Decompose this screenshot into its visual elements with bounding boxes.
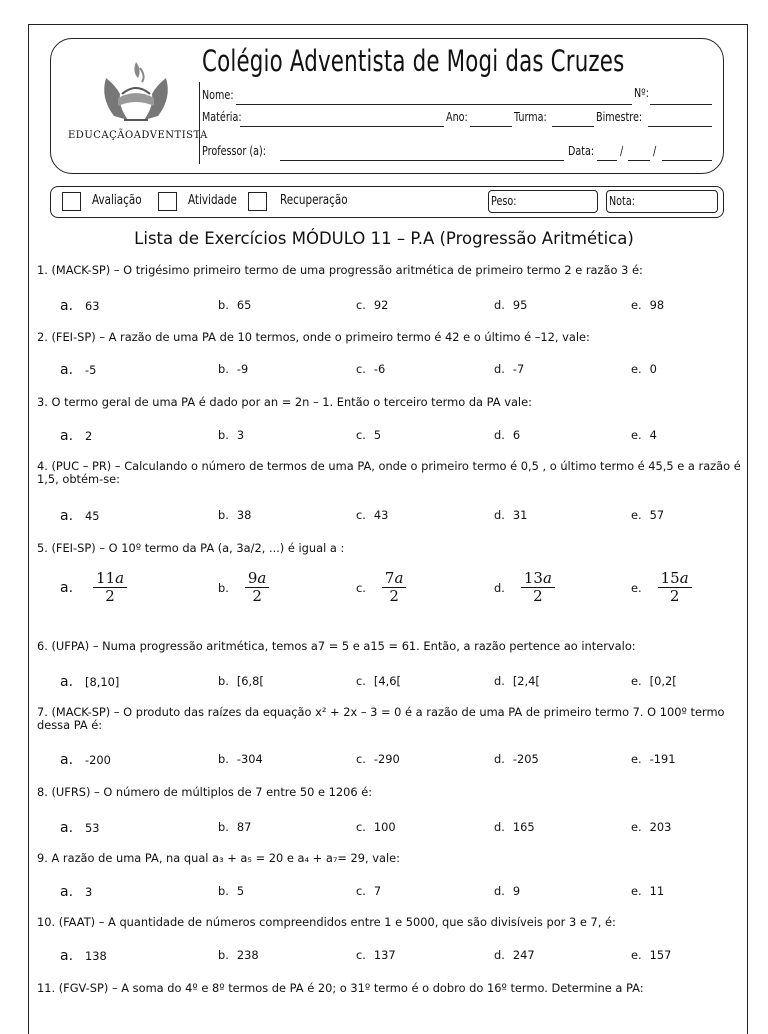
option-letter: d. [494, 580, 505, 595]
question-text: 1. (MACK-SP) – O trigésimo primeiro termo de uma progressão aritmética de primeiro termo 2 e razão 3 é: [37, 263, 643, 277]
option-value: 247 [512, 948, 535, 962]
question-text: 6. (UFPA) – Numa progressão aritmética, temos a7 = 5 e a15 = 61. Então, a razão pertence ao intervalo: [37, 639, 636, 653]
option-letter: a. [60, 948, 74, 964]
option-value: 2 [85, 429, 93, 443]
option-letter: c. [356, 298, 366, 312]
answer-option-b [218, 674, 264, 688]
answer-option-c [356, 298, 388, 312]
logo-text: EDUCAÇÃOADVENTISTA [68, 130, 208, 141]
option-letter: c. [356, 428, 366, 442]
option-value: 6 [512, 428, 521, 442]
question-text: 4. (PUC – PR) – Calculando o número de termos de uma PA, onde o primeiro termo é 0,5 , o último termo é 45,5 e a razão é 1,5, obtém-se: [37, 459, 741, 486]
option-letter: a. [60, 884, 74, 900]
answer-option-e [631, 362, 657, 376]
question-text: 8. (UFRS) – O número de múltiplos de 7 entre 50 e 1206 é: [37, 785, 373, 799]
option-value: -290 [373, 752, 400, 766]
option-value: 4 [649, 428, 657, 442]
page-frame [28, 24, 748, 1034]
option-value: 0 [649, 362, 657, 376]
answer-option-e [631, 570, 692, 605]
option-letter: d. [494, 948, 505, 962]
option-letter: d. [494, 428, 505, 442]
answer-option-d [494, 752, 539, 766]
option-value: 57 [649, 508, 665, 522]
option-value: [2,4[ [512, 674, 540, 688]
option-letter: a. [60, 508, 74, 524]
fraction-value [382, 570, 407, 605]
avaliacao-checkbox[interactable] [62, 192, 81, 211]
option-value: 63 [85, 299, 100, 313]
option-value: 38 [236, 508, 252, 522]
answer-option-e [631, 948, 671, 962]
option-value: 3 [85, 885, 93, 899]
option-letter: c. [356, 362, 366, 376]
option-letter: b. [218, 428, 229, 442]
option-letter: a. [60, 579, 74, 596]
fraction-denominator: 2 [105, 587, 115, 605]
option-value: -6 [373, 362, 386, 376]
answer-option-d [494, 298, 527, 312]
option-letter: b. [218, 884, 229, 898]
option-value: 95 [512, 298, 528, 312]
option-value: 87 [236, 820, 252, 834]
option-letter: d. [494, 884, 505, 898]
answer-option-d [494, 820, 535, 834]
answer-option-b [218, 948, 259, 962]
option-value: 98 [649, 298, 665, 312]
option-value: -5 [85, 363, 97, 377]
answer-option-c [356, 428, 381, 442]
option-value: 43 [373, 508, 389, 522]
option-letter: a. [60, 820, 74, 836]
fraction-value [658, 570, 692, 605]
option-letter: b. [218, 752, 229, 766]
option-letter: a. [60, 752, 74, 768]
answer-option-b [218, 508, 251, 522]
answer-option-d [494, 884, 520, 898]
option-value: -7 [512, 362, 525, 376]
professor-field[interactable] [280, 160, 564, 161]
option-letter: d. [494, 674, 505, 688]
answer-option-c [356, 508, 388, 522]
question-text: 7. (MACK-SP) – O produto das raízes da equação x² + 2x – 3 = 0 é a razão de uma PA de primeiro termo 7. O 100º termo dessa PA é: [37, 705, 725, 732]
answer-option-e [631, 884, 664, 898]
recuperacao-checkbox[interactable] [248, 192, 267, 211]
answer-option-c [356, 948, 396, 962]
answer-option-a [60, 298, 100, 314]
fraction-numerator: 13a [521, 570, 555, 588]
answer-option-c [356, 362, 385, 376]
option-letter: a. [60, 362, 74, 378]
answer-option-a [60, 428, 92, 444]
avaliacao-label: Avaliação [92, 193, 142, 208]
option-letter: e. [631, 674, 642, 688]
answer-option-d [494, 948, 535, 962]
answer-option-d [494, 428, 520, 442]
label-materia: Matéria: [202, 110, 242, 124]
option-letter: e. [631, 428, 642, 442]
answer-option-b [218, 752, 263, 766]
option-value: -9 [236, 362, 249, 376]
fraction-numerator: 15a [658, 570, 692, 588]
data-separator: / [620, 144, 624, 158]
answer-option-c [356, 820, 396, 834]
option-value: [4,6[ [373, 674, 401, 688]
option-letter: c. [356, 752, 366, 766]
option-letter: e. [631, 298, 642, 312]
option-letter: b. [218, 948, 229, 962]
option-value: 157 [649, 948, 672, 962]
bimestre-field[interactable] [648, 126, 712, 127]
option-letter: d. [494, 820, 505, 834]
answer-option-b [218, 362, 248, 376]
question-text: 10. (FAAT) – A quantidade de números compreendidos entre 1 e 5000, que são divisíveis por 3 e 7, é: [37, 915, 616, 929]
answer-option-e [631, 820, 671, 834]
peso-label: Peso: [491, 194, 517, 208]
option-letter: c. [356, 674, 366, 688]
answer-option-a [60, 948, 107, 964]
answer-option-c [356, 752, 400, 766]
label-ano: Ano: [446, 110, 468, 124]
data-year-field[interactable] [662, 160, 712, 161]
option-letter: b. [218, 298, 229, 312]
option-value: 5 [236, 884, 245, 898]
answer-option-d [494, 362, 524, 376]
answer-option-e [631, 674, 677, 688]
fraction-denominator: 2 [669, 587, 680, 605]
option-value: 100 [373, 820, 396, 834]
label-professor: Professor (a): [202, 144, 266, 158]
question-text: 11. (FGV-SP) – A soma do 4º e 8º termos de PA é 20; o 31º termo é o dobro do 16º termo. Determine a PA: [37, 981, 644, 995]
answer-option-e [631, 298, 664, 312]
option-value: 238 [236, 948, 259, 962]
nome-field[interactable] [236, 104, 632, 105]
answer-option-c [356, 884, 381, 898]
option-value: 92 [373, 298, 389, 312]
option-letter: a. [60, 674, 74, 690]
option-letter: b. [218, 820, 229, 834]
option-value: 9 [512, 884, 521, 898]
answer-option-b [218, 428, 244, 442]
option-letter: d. [494, 508, 505, 522]
option-value: -200 [85, 753, 111, 767]
answer-option-d [494, 674, 540, 688]
answer-option-b [218, 884, 244, 898]
fraction-numerator: 9a [245, 570, 270, 588]
fraction-value [245, 570, 270, 605]
label-turma: Turma: [514, 110, 547, 124]
recuperacao-label: Recuperação [280, 193, 348, 208]
option-value: -304 [236, 752, 263, 766]
option-value: 165 [512, 820, 535, 834]
answer-option-e [631, 752, 676, 766]
question-text: 2. (FEI-SP) – A razão de uma PA de 10 termos, onde o primeiro termo é 42 e o último é –12, vale: [37, 330, 590, 344]
option-letter: a. [60, 428, 74, 444]
option-value: 31 [512, 508, 528, 522]
option-value: 203 [649, 820, 672, 834]
atividade-label: Atividade [188, 193, 237, 208]
praying-hands-book-icon [96, 58, 176, 128]
fraction-value [93, 570, 127, 605]
label-numero: Nº: [634, 86, 649, 100]
school-logo [68, 58, 208, 150]
fraction-denominator: 2 [389, 587, 399, 605]
option-letter: c. [356, 508, 366, 522]
answer-option-a [60, 752, 111, 768]
answer-option-e [631, 428, 657, 442]
answer-option-b [218, 820, 251, 834]
answer-option-a [60, 570, 127, 605]
option-letter: d. [494, 752, 505, 766]
answer-option-d [494, 508, 527, 522]
option-value: 11 [649, 884, 665, 898]
question-text: 3. O termo geral de uma PA é dado por an = 2n – 1. Então o terceiro termo da PA vale: [37, 395, 532, 409]
option-value: 3 [236, 428, 245, 442]
option-letter: a. [60, 298, 74, 314]
option-letter: b. [218, 580, 229, 595]
fraction-denominator: 2 [252, 587, 262, 605]
option-letter: e. [631, 752, 642, 766]
option-letter: b. [218, 674, 229, 688]
option-value: -205 [512, 752, 539, 766]
label-nome: Nome: [202, 88, 234, 102]
option-letter: c. [356, 884, 366, 898]
data-day-field[interactable] [597, 160, 617, 161]
ano-field[interactable] [470, 126, 512, 127]
label-bimestre: Bimestre: [596, 110, 643, 124]
option-letter: e. [631, 884, 642, 898]
option-letter: b. [218, 508, 229, 522]
answer-option-a [60, 362, 96, 378]
option-value: 5 [373, 428, 382, 442]
data-separator: / [653, 144, 657, 158]
fraction-value [521, 570, 555, 605]
option-value: 45 [85, 509, 100, 523]
materia-field[interactable] [240, 126, 444, 127]
option-letter: e. [631, 508, 642, 522]
option-value: 7 [373, 884, 382, 898]
option-value: -191 [649, 752, 676, 766]
option-letter: d. [494, 362, 505, 376]
nota-label: Nota: [609, 194, 635, 208]
fraction-denominator: 2 [533, 587, 543, 605]
fraction-numerator: 7a [382, 570, 407, 588]
question-text: 9. A razão de uma PA, na qual a₃ + a₅ = 20 e a₄ + a₇= 29, vale: [37, 851, 401, 865]
answer-option-d [494, 570, 555, 605]
answer-option-b [218, 298, 251, 312]
option-letter: c. [356, 948, 366, 962]
data-month-field[interactable] [628, 160, 650, 161]
option-letter: e. [631, 580, 642, 595]
school-title: Colégio Adventista de Mogi das Cruzes [202, 44, 625, 78]
label-data: Data: [568, 144, 595, 158]
answer-option-c [356, 570, 406, 605]
answer-option-c [356, 674, 401, 688]
option-letter: e. [631, 362, 642, 376]
atividade-checkbox[interactable] [158, 192, 177, 211]
question-text: 5. (FEI-SP) – O 10º termo da PA (a, 3a/2, ...) é igual a : [37, 541, 345, 555]
answer-option-a [60, 884, 92, 900]
option-letter: e. [631, 820, 642, 834]
option-letter: d. [494, 298, 505, 312]
option-value: 65 [236, 298, 252, 312]
option-letter: e. [631, 948, 642, 962]
answer-option-a [60, 820, 100, 836]
exercise-list-title: Lista de Exercícios MÓDULO 11 – P.A (Progressão Aritmética) [134, 229, 634, 248]
option-value: 137 [373, 948, 396, 962]
answer-option-a [60, 508, 100, 524]
option-value: 138 [85, 949, 107, 963]
turma-field[interactable] [552, 126, 594, 127]
answer-option-a [60, 674, 119, 690]
option-value: [6,8[ [236, 674, 264, 688]
answer-option-e [631, 508, 664, 522]
answer-option-b [218, 570, 269, 605]
option-letter: c. [356, 580, 366, 595]
option-value: [8,10] [85, 675, 120, 689]
option-value: 53 [85, 821, 100, 835]
option-value: [0,2[ [649, 674, 677, 688]
numero-field[interactable] [650, 104, 712, 105]
option-letter: b. [218, 362, 229, 376]
option-letter: c. [356, 820, 366, 834]
fraction-numerator: 11a [93, 570, 127, 588]
